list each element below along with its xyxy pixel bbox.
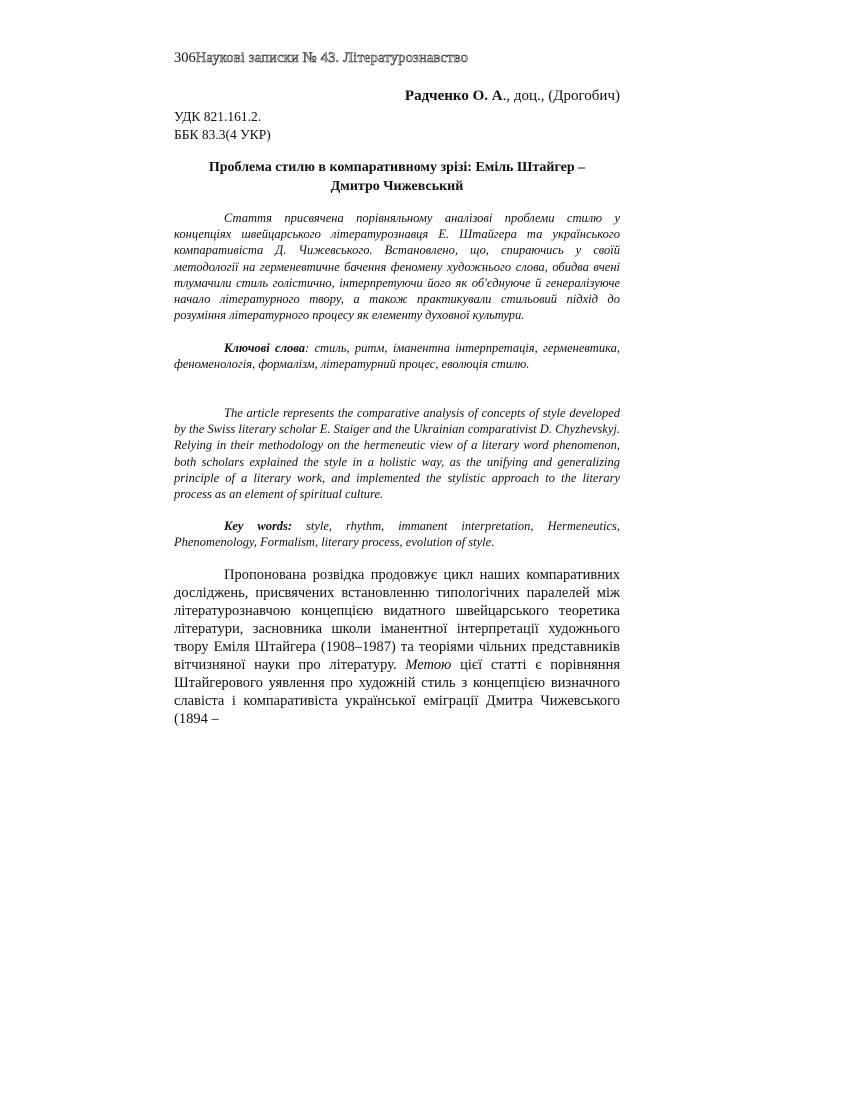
body-emphasis: Метою <box>405 657 452 673</box>
udk-code: УДК 821.161.2. <box>174 109 262 124</box>
body-paragraph <box>174 566 620 728</box>
body-text-part-1: Пропонована розвідка продовжує цикл наших компаративних досліджень, присвячених встановленню типологічних паралелей між літературознавчою концепцією видатного швейцарського теоретика літератури, засновника школи іманентної інтерпретації художнього твору Еміля Штайгера (1908–1987) та теоріями чільних представників вітчизняної науки про літературу. <box>174 567 620 673</box>
running-header <box>174 50 620 67</box>
abstract-ukrainian <box>174 210 620 323</box>
article-title <box>174 158 620 196</box>
keywords-uk-label: Ключові слова <box>224 341 305 355</box>
page-number: 306 <box>174 50 196 66</box>
keywords-uk-list: : стиль, ритм, іманентна інтерпретація, герменевтика, феноменологія, формалізм, літературний процес, еволюція стилю. <box>174 341 620 372</box>
keywords-english <box>174 518 620 550</box>
bbk-code: ББК 83.3(4 УКР) <box>174 127 271 142</box>
keywords-en-list: style, rhythm, immanent interpretation, Hermeneutics, Phenomenology, Formalism, literary process, evolution of style. <box>174 519 620 550</box>
author-affiliation: ., доц., (Дрогобич) <box>502 88 620 104</box>
title-line-2: Дмитро Чижевський <box>330 179 464 194</box>
body-text-part-2: цієї статті є порівняння Штайгерового уявлення про художній стиль з концепцією визначного славіста і компаративіста української еміграції Дмитра Чижевського (1894 – <box>174 657 620 727</box>
keywords-ukrainian <box>174 340 620 372</box>
journal-title: Наукові записки № 43. Літературознавство <box>195 50 469 66</box>
abstract-english <box>174 405 620 502</box>
author-line <box>405 88 620 105</box>
abstract-uk-text: Стаття присвячена порівняльному аналізові проблеми стилю у концепціях швейцарського літературознавця Е. Штайгера та українського компаративіста Д. Чижевського. Встановлено, що, спираючись у своїй методології на герменевтичне бачення феномену художнього слова, обидва вчені тлумачили стиль голістично, інтерпретуючи його як об'єднуюче й генералізуюче начало літературного твору, а також практикували стильовий підхід до розуміння літературного процесу як елементу духовної культури. <box>174 211 620 323</box>
keywords-en-label: Key words: <box>224 519 293 533</box>
classification-codes <box>174 108 271 144</box>
author-name: Радченко О. А <box>404 88 503 104</box>
title-line-1: Проблема стилю в компаративному зрізі: Еміль Штайгер – <box>208 160 586 175</box>
abstract-en-text: The article represents the comparative analysis of concepts of style developed by the Swiss literary scholar E. Staiger and the Ukrainian comparativist D. Chyzhevskyj. Relying in their methodology on the hermeneutic view of a literary word phenomenon, both scholars explained the style in a holistic way, as the unifying and generalizing principle of a literary work, and implemented the stylistic approach to the literary process as an element of spiritual culture. <box>174 406 620 502</box>
